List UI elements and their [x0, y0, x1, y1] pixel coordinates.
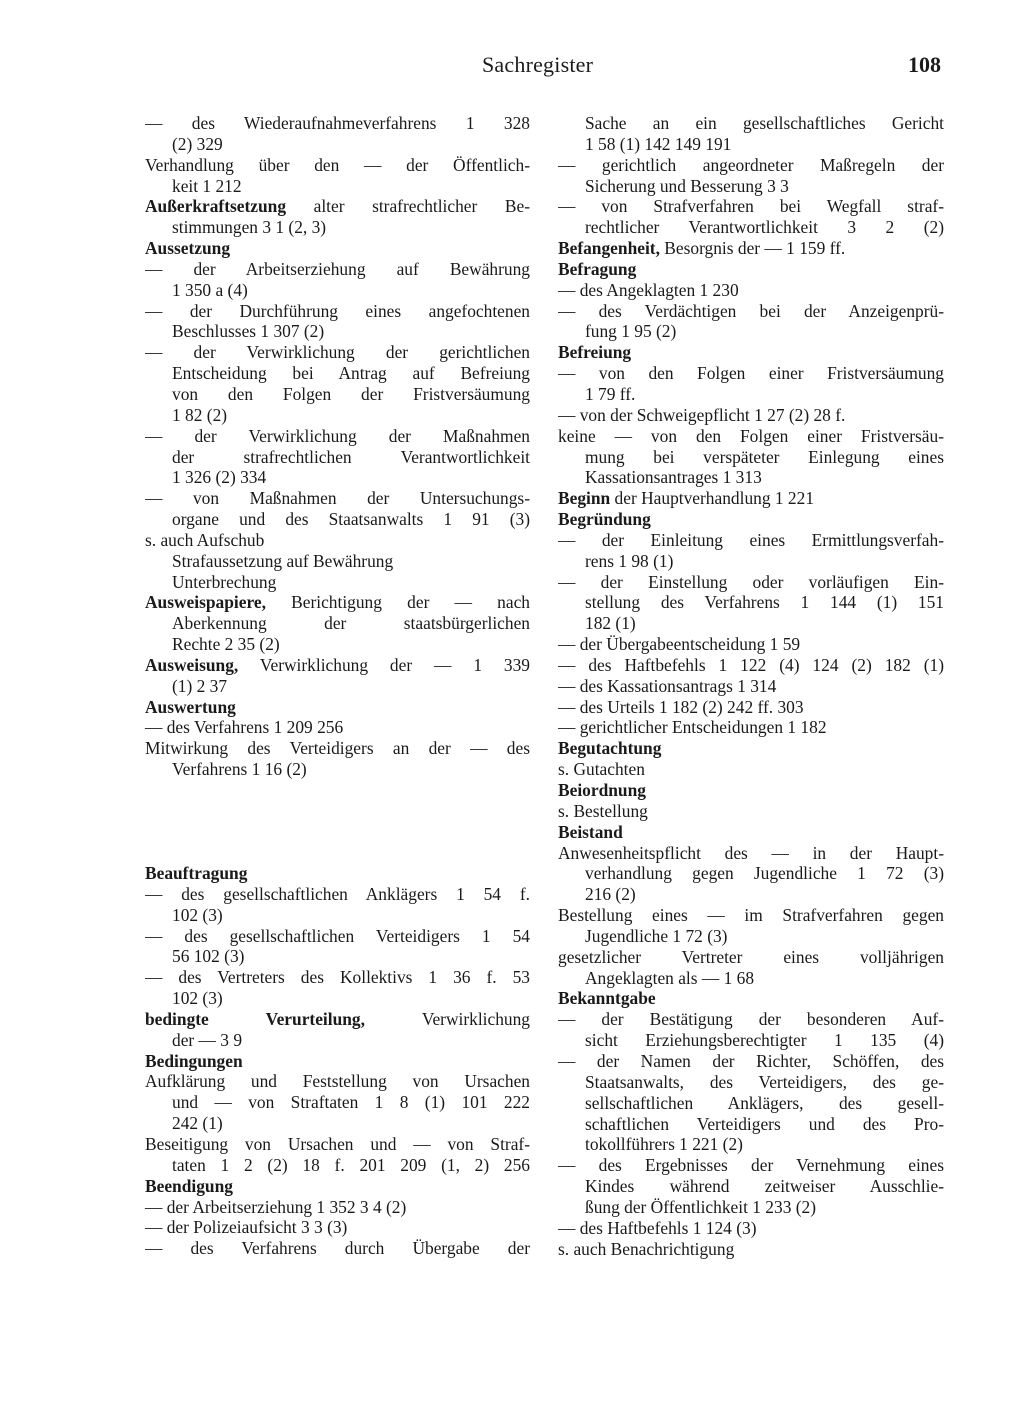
index-entry-line: Bestellung eines — im Strafverfahren gegen [558, 905, 944, 926]
index-entry-line: verhandlung gegen Jugendliche 1 72 (3) [585, 863, 944, 884]
index-entry-line: — der Verwirklichung der Maßnahmen [145, 425, 530, 446]
index-entry-line: organe und des Staatsanwalts 1 91 (3) [172, 509, 530, 530]
index-entry-line: (1) 2 37 [172, 675, 228, 696]
index-entry-line: Beginn der Hauptverhandlung 1 221 [558, 488, 815, 509]
index-entry-line: bedingte Verurteilung, Verwirklichung [145, 1008, 530, 1029]
index-entry-line: — von den Folgen einer Fristversäumung [558, 363, 944, 384]
index-entry-line: Mitwirkung des Verteidigers an der — des [145, 738, 530, 759]
index-entry-line: — von Maßnahmen der Untersuchungs- [145, 488, 530, 509]
index-heading: Beiordnung [558, 780, 646, 800]
index-heading: Begutachtung [558, 738, 662, 759]
index-entry-line: — des Haftbefehls 1 122 (4) 124 (2) 182 (1) [558, 654, 944, 675]
index-entry-line: sicht Erziehungsberechtigter 1 135 (4) [585, 1030, 944, 1051]
index-entry-line: sellschaftlichen Anklägers, des gesell- [585, 1092, 944, 1113]
index-entry-line: 216 (2) [585, 884, 636, 905]
index-entry-line: Staatsanwalts, des Verteidigers, des ge- [585, 1071, 944, 1092]
index-entry-line: — der Einstellung oder vorläufigen Ein- [558, 571, 944, 592]
index-heading: Beendigung [145, 1175, 233, 1196]
index-entry-line: 182 (1) [585, 613, 636, 634]
index-entry-line: 242 (1) [172, 1113, 223, 1134]
index-entry-line: Jugendliche 1 72 (3) [585, 925, 728, 946]
index-entry-line: — der Übergabeentscheidung 1 59 [558, 634, 801, 655]
index-entry-line: Strafaussetzung auf Bewährung [172, 550, 394, 571]
index-entry-line: stimmungen 3 1 (2, 3) [172, 217, 327, 238]
index-heading: Begründung [558, 509, 651, 530]
index-entry-line: — des Kassationsantrags 1 314 [558, 675, 777, 696]
index-entry-line: — gerichtlicher Entscheidungen 1 182 [558, 717, 827, 738]
index-entry-line: 1 82 (2) [172, 404, 228, 425]
index-heading: Beauftragung [145, 863, 248, 883]
index-heading: Befragung [558, 258, 637, 279]
index-entry-line: der strafrechtlichen Verantwortlichkeit [172, 446, 530, 467]
index-entry-line: rechtlicher Verantwortlichkeit 3 2 (2) [585, 217, 944, 238]
index-heading: Auswertung [145, 696, 236, 717]
index-entry-line: gesetzlicher Vertreter eines volljährigen [558, 946, 944, 967]
index-entry-line: — des Verfahrens 1 209 256 [145, 717, 344, 738]
index-entry-line: Kindes während zeitweiser Ausschlie- [585, 1176, 944, 1197]
index-entry-line: der — 3 9 [172, 1029, 243, 1050]
index-entry-line: — des Vertreters des Kollektivs 1 36 f. 53 [145, 967, 530, 988]
index-entry-line: 56 102 (3) [172, 946, 245, 967]
index-entry-line: — von der Schweigepflicht 1 27 (2) 28 f. [558, 404, 846, 425]
column-gap [145, 780, 530, 863]
index-entry-line: und — von Straftaten 1 8 (1) 101 222 [172, 1092, 530, 1113]
index-entry-line: Ausweispapiere, Berichtigung der — nach [145, 592, 530, 613]
index-column-left [145, 113, 530, 1259]
index-entry-line: — der Durchführung eines angefochtenen [145, 300, 530, 321]
index-entry-line: Aberkennung der staatsbürgerlichen [172, 613, 530, 634]
index-entry-line: keine — von den Folgen einer Fristversäu- [558, 425, 944, 446]
index-entry-line: Verhandlung über den — der Öffentlich- [145, 154, 530, 175]
running-header: Sachregister [482, 52, 594, 77]
index-entry-line: — des gesellschaftlichen Anklägers 1 54 f. [145, 883, 530, 904]
index-entry-line: schaftlichen Verteidigers und des Pro- [585, 1113, 944, 1134]
index-entry-line: ßung der Öffentlichkeit 1 233 (2) [585, 1196, 817, 1217]
index-entry-line: Unterbrechung [172, 571, 277, 592]
index-entry-line: — des Ergebnisses der Vernehmung eines [558, 1155, 944, 1176]
index-entry-line: — der Polizeiaufsicht 3 3 (3) [145, 1217, 348, 1238]
index-entry-line: Entscheidung bei Antrag auf Befreiung [172, 363, 530, 384]
index-heading: Bedingungen [145, 1050, 243, 1071]
index-entry-line: Beschlusses 1 307 (2) [172, 321, 325, 342]
index-entry-line: Angeklagten als — 1 68 [585, 967, 755, 988]
index-entry-line: Beseitigung von Ursachen und — von Straf- [145, 1133, 530, 1154]
index-entry-line: — des Wiederaufnahmeverfahrens 1 328 [145, 113, 530, 133]
index-heading: Bekanntgabe [558, 988, 656, 1009]
index-entry-line: mung bei verspäteter Einlegung eines [585, 446, 944, 467]
index-heading: Befreiung [558, 342, 632, 363]
index-entry-line: 102 (3) [172, 904, 223, 925]
index-entry-line: (2) 329 [172, 133, 223, 154]
index-column-right [558, 113, 944, 1259]
index-entry-line: Kassationsantrages 1 313 [585, 467, 762, 488]
index-entry-line: — der Verwirklichung der gerichtlichen [145, 342, 530, 363]
index-entry-line: von den Folgen der Fristversäumung [172, 383, 530, 404]
index-entry-line: keit 1 212 [172, 175, 242, 196]
index-heading: Beistand [558, 821, 623, 842]
index-entry-line: Rechte 2 35 (2) [172, 634, 280, 655]
index-entry-line: 1 58 (1) 142 149 191 [585, 133, 732, 154]
index-entry-line: 102 (3) [172, 988, 223, 1009]
index-entry-line: — des Verfahrens durch Übergabe der [145, 1238, 530, 1259]
index-entry-line: 1 326 (2) 334 [172, 467, 267, 488]
index-entry-line: Aufklärung und Feststellung von Ursachen [145, 1071, 530, 1092]
index-entry-line: Sicherung und Besserung 3 3 [585, 175, 789, 196]
index-entry-line: — des Haftbefehls 1 124 (3) [558, 1217, 757, 1238]
index-entry-line: 1 350 a (4) [172, 279, 248, 300]
index-entry-line: Verfahrens 1 16 (2) [172, 759, 307, 780]
index-entry-line: — des Urteils 1 182 (2) 242 ff. 303 [558, 696, 804, 717]
index-entry-line: s. Gutachten [558, 759, 645, 780]
index-entry-line: s. Bestellung [558, 800, 648, 821]
index-entry-line: 1 79 ff. [585, 383, 636, 404]
index-entry-line: — der Arbeitserziehung auf Bewährung [145, 258, 530, 279]
index-entry-line: stellung des Verfahrens 1 144 (1) 151 [585, 592, 944, 613]
index-entry-line: s. auch Benachrichtigung [558, 1238, 735, 1259]
index-entry-line: — des Verdächtigen bei der Anzeigenprü- [558, 300, 944, 321]
index-entry-line: Befangenheit, Besorgnis der — 1 159 ff. [558, 238, 846, 259]
page-number: 108 [908, 52, 941, 77]
index-entry-line: — des Angeklagten 1 230 [558, 279, 739, 300]
index-entry-line: — der Arbeitserziehung 1 352 3 4 (2) [145, 1196, 407, 1217]
index-entry-line: — von Strafverfahren bei Wegfall straf- [558, 196, 944, 217]
index-entry-line: — der Einleitung eines Ermittlungsverfah- [558, 529, 944, 550]
index-entry-line: — der Bestätigung der besonderen Auf- [558, 1009, 944, 1030]
index-entry-line: rens 1 98 (1) [585, 550, 674, 571]
index-entry-line: — des gesellschaftlichen Verteidigers 1 54 [145, 925, 530, 946]
index-entry-line: tokollführers 1 221 (2) [585, 1134, 743, 1155]
index-entry-line: s. auch Aufschub [145, 529, 265, 550]
index-entry-line: Ausweisung, Verwirklichung der — 1 339 [145, 654, 530, 675]
index-entry-line: fung 1 95 (2) [585, 321, 677, 342]
index-entry-line: — gerichtlich angeordneter Maßregeln der [558, 154, 944, 175]
index-entry-line: Sache an ein gesellschaftliches Gericht [585, 113, 944, 133]
index-entry-line: Anwesenheitspflicht des — in der Haupt- [558, 842, 944, 863]
index-entry-line: — der Namen der Richter, Schöffen, des [558, 1050, 944, 1071]
index-entry-line: Außerkraftsetzung alter strafrechtlicher Be- [145, 196, 530, 217]
index-entry-line: taten 1 2 (2) 18 f. 201 209 (1, 2) 256 [172, 1154, 530, 1175]
index-heading: Aussetzung [145, 238, 231, 259]
